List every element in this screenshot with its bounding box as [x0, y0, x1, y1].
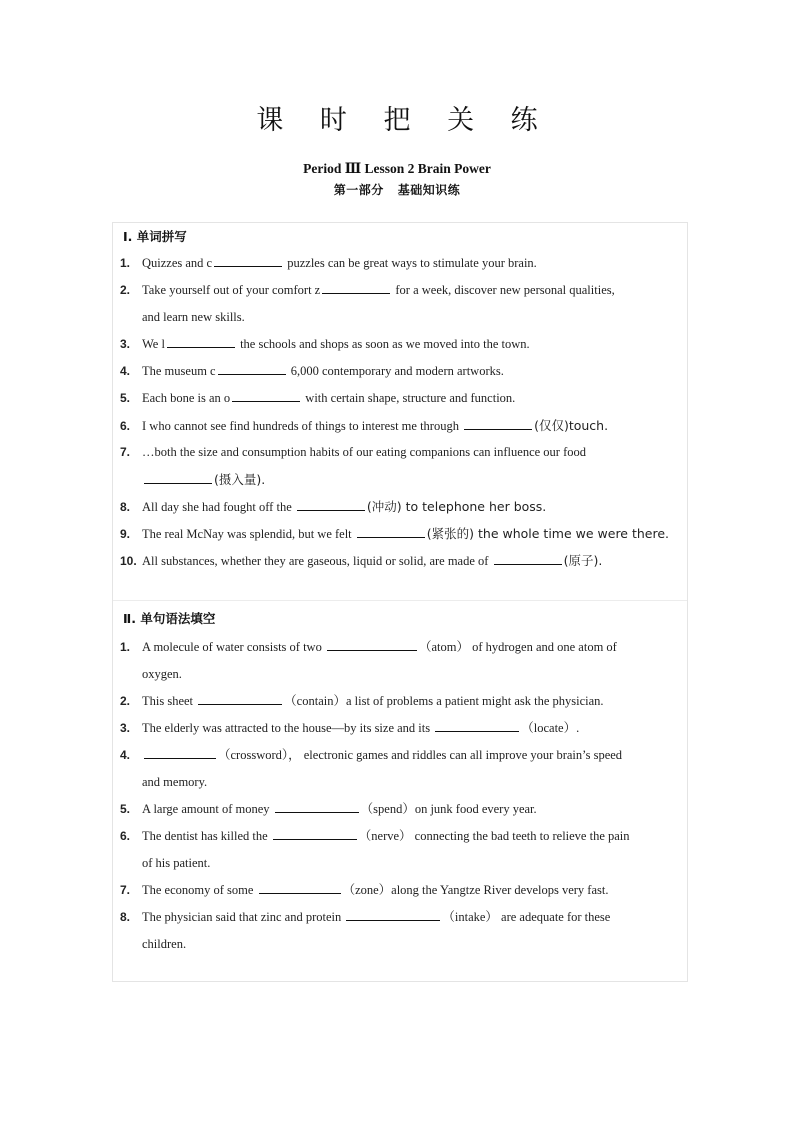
answer-blank[interactable]	[327, 638, 417, 651]
exercise-box	[112, 222, 688, 982]
section-heading-grammar: Ⅱ. 单句语法填空	[123, 611, 216, 626]
answer-blank[interactable]	[218, 362, 286, 375]
answer-blank[interactable]	[346, 908, 440, 921]
question-item: 3. The elderly was attracted to the house—by its size and its （locate）.	[120, 721, 580, 735]
question-item: 4. The museum c 6,000 contemporary and modern artworks.	[120, 364, 504, 378]
question-item: 7. …both the size and consumption habits of our eating companions can influence our food (摄入量).	[120, 445, 586, 487]
part-heading	[0, 181, 794, 198]
answer-blank[interactable]	[214, 254, 282, 267]
question-item: 6. The dentist has killed the （nerve） connecting the bad teeth to relieve the pain of his patient.	[120, 829, 630, 870]
question-item: 8. All day she had fought off the (冲动) to telephone her boss.	[120, 499, 547, 514]
answer-blank[interactable]	[144, 471, 212, 484]
answer-blank[interactable]	[198, 692, 282, 705]
question-item: 5. Each bone is an o with certain shape, structure and function.	[120, 391, 516, 405]
answer-blank[interactable]	[357, 525, 425, 538]
question-item: 9. The real McNay was splendid, but we felt (紧张的) the whole time we were there.	[120, 526, 670, 541]
question-item: 3. We l the schools and shops as soon as we moved into the town.	[120, 337, 530, 351]
answer-blank[interactable]	[273, 827, 357, 840]
question-item: 5. A large amount of money （spend）on junk food every year.	[120, 802, 537, 816]
answer-blank[interactable]	[435, 719, 519, 732]
section-heading-spelling: Ⅰ. 单词拼写	[123, 229, 187, 244]
answer-blank[interactable]	[232, 389, 300, 402]
answer-blank[interactable]	[464, 417, 532, 430]
question-item: 2. This sheet （contain）a list of problems a patient might ask the physician.	[120, 694, 604, 708]
answer-blank[interactable]	[144, 746, 216, 759]
answer-blank[interactable]	[297, 498, 365, 511]
question-item: 4. （crossword）， electronic games and riddles can all improve your brain’s speed and memory.	[120, 748, 623, 789]
question-item: 6. I who cannot see find hundreds of things to interest me through (仅仅)touch.	[120, 418, 609, 433]
lesson-subtitle: Period Ⅲ Lesson 2 Brain Power	[303, 161, 491, 176]
question-item: 8. The physician said that zinc and protein （intake） are adequate for these children.	[120, 910, 611, 951]
answer-blank[interactable]	[322, 281, 390, 294]
answer-blank[interactable]	[259, 881, 341, 894]
answer-blank[interactable]	[494, 552, 562, 565]
part-name: 基础知识练	[397, 183, 461, 197]
section-divider	[113, 600, 687, 601]
part-label: 第一部分	[333, 183, 384, 197]
answer-blank[interactable]	[275, 800, 359, 813]
question-item: 10. All substances, whether they are gaseous, liquid or solid, are made of (原子).	[120, 553, 603, 568]
question-item: 2. Take yourself out of your comfort z for a week, discover new personal qualities, and learn new skills.	[120, 283, 615, 324]
answer-blank[interactable]	[167, 335, 235, 348]
question-item: 1. A molecule of water consists of two （atom） of hydrogen and one atom of oxygen.	[120, 640, 617, 681]
page-title: 课 时 把 关 练	[256, 105, 552, 136]
question-item: 1. Quizzes and c puzzles can be great ways to stimulate your brain.	[120, 256, 537, 270]
question-item: 7. The economy of some （zone）along the Yangtze River develops very fast.	[120, 883, 609, 897]
